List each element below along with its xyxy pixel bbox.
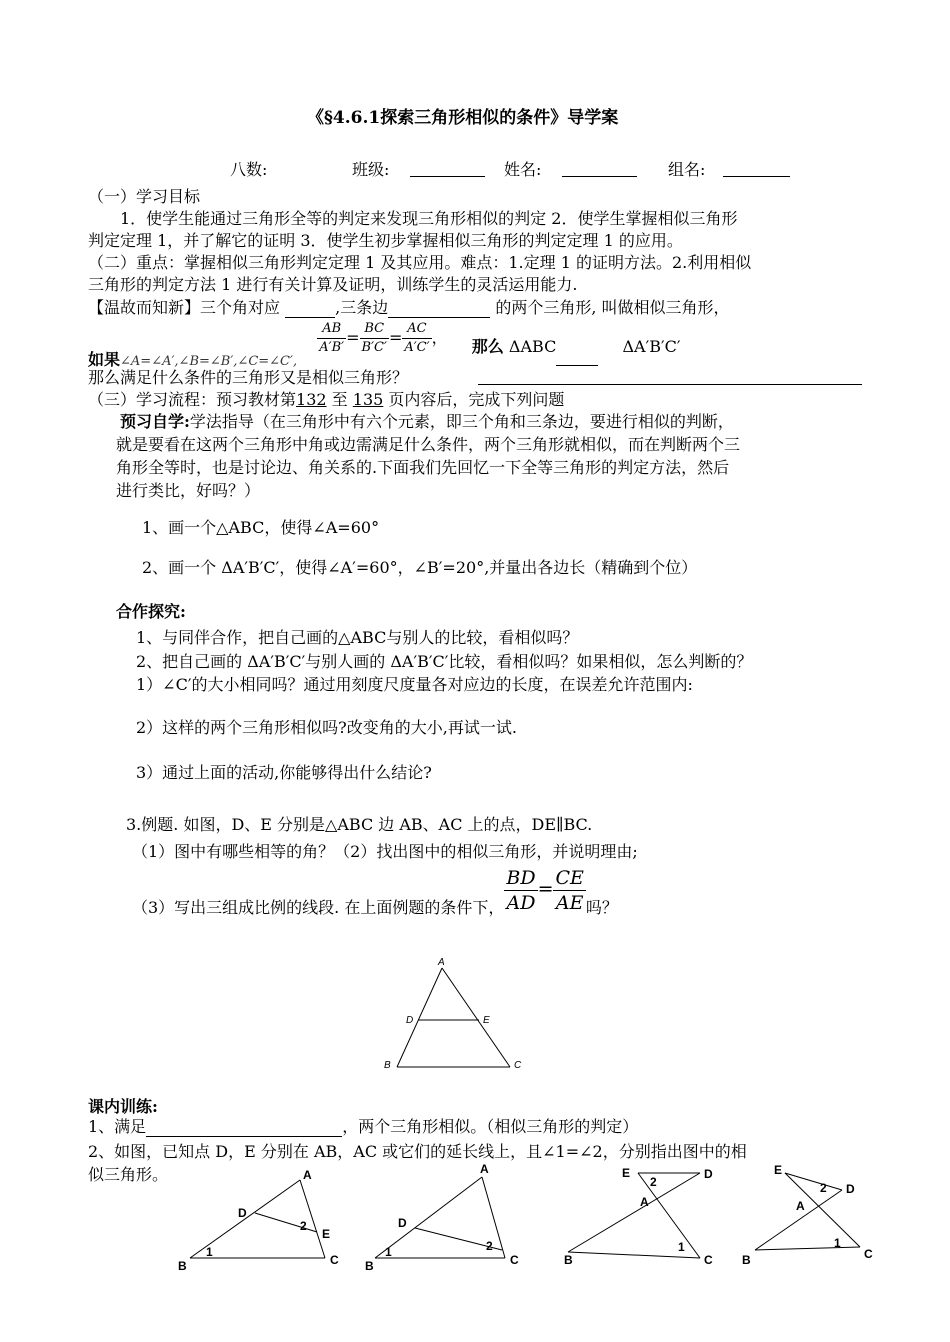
eq-sign-2: = (388, 328, 403, 347)
triangle-abc-prime: ΔA′B′C′ (622, 337, 681, 356)
example-triangle-figure (375, 950, 535, 1075)
ratio-ac-den: A′C′ (404, 340, 430, 355)
header-class-label: 班级: (352, 160, 390, 179)
fig4-angle-1: 1 (834, 1236, 841, 1250)
eq-sign-1: = (346, 328, 360, 347)
fig1-label-e: E (322, 1227, 331, 1241)
preview-line1 (120, 412, 734, 432)
if-label: 如果 (88, 350, 121, 369)
practice-q1 (88, 1117, 638, 1137)
review-blank-2[interactable] (388, 301, 490, 318)
fig1-label-d: D (238, 1206, 247, 1220)
practice-figure-2 (365, 1162, 519, 1273)
triangle-abc: ΔABC (508, 337, 557, 356)
preview-label: 预习自学: (120, 412, 190, 431)
preview-line4: 进行类比，好吗？） (116, 481, 261, 500)
ratio-bc-num: BC (360, 320, 389, 339)
fig4-angle-2: 2 (820, 1181, 827, 1195)
side-ac (442, 968, 510, 1067)
review-text-3: 的两个三角形, 叫做相似三角形， (495, 298, 730, 317)
ratio-bc (360, 320, 389, 357)
sec2-line2: 三角形的判定方法 1 进行有关计算及证明，训练学生的灵活运用能力. (88, 275, 578, 294)
preview-line2: 就是要看在这两个三角形中角或边需满足什么条件，两个三角形就相似，而在判断两个三 (116, 435, 741, 454)
sec1-line2: 判定定理 1，并了解它的证明 3．使学生初步掌握相似三角形的判定定理 1 的应用。 (88, 231, 683, 250)
sec3-line (88, 390, 564, 410)
label-e: E (483, 1015, 490, 1026)
ratio-bc-den: B′C′ (361, 340, 387, 355)
name-blank[interactable] (562, 160, 637, 177)
preview-line3: 角形全等时，也是讨论边、角关系的.下面我们先回忆一下全等三角形的判定方法，然后 (116, 458, 730, 477)
fig4-label-b: B (742, 1253, 751, 1267)
ratio-ae: AE (555, 892, 584, 914)
fig3-label-c: C (704, 1253, 713, 1267)
coop-q1: 1、与同伴合作，把自己画的△ABC与别人的比较，看相似吗？ (136, 628, 579, 647)
coop-label: 合作探究: (116, 602, 186, 621)
then-label: 那么 (471, 337, 504, 356)
fig4-label-d: D (846, 1182, 855, 1196)
sec1-heading: （一）学习目标 (88, 187, 201, 206)
practice-figure-1 (178, 1168, 339, 1273)
fig2-label-b: B (365, 1259, 374, 1273)
ratio-ce-ae (553, 866, 585, 915)
fig4-label-e: E (774, 1163, 783, 1177)
fig2-label-d: D (398, 1216, 407, 1230)
label-c: C (514, 1060, 522, 1071)
sec3-text-1: （三）学习流程：预习教材第 (88, 390, 297, 409)
fig2-label-c: C (510, 1253, 519, 1267)
fig1-angle-1: 1 (206, 1245, 213, 1259)
coop-q2a: 1）∠C′的大小相同吗？通过用刻度尺度量各对应边的长度，在误差允许范围内: (136, 675, 693, 694)
fig1-label-a: A (303, 1168, 312, 1182)
sec3-text-2: 至 (331, 390, 348, 409)
fig3-label-a: A (640, 1195, 649, 1209)
page-end: 135 (352, 390, 384, 409)
example-line3-end: 吗？ (585, 898, 618, 917)
sec1-line1: 1．使学生能通过三角形全等的判定来发现三角形相似的判定 2．使学生掌握相似三角形 (120, 209, 738, 228)
coop-q2b: 2）这样的两个三角形相似吗?改变角的大小,再试一试. (136, 718, 517, 737)
label-a: A (438, 957, 445, 968)
ratio-ac (402, 320, 431, 357)
practice-figures (170, 1160, 890, 1275)
fig3-angle-1: 1 (678, 1240, 685, 1254)
ratio-ad: AD (506, 892, 536, 914)
page-start: 132 (296, 390, 327, 409)
review-line (88, 298, 730, 318)
label-b: B (384, 1060, 391, 1071)
ratio-ab-den: A′B′ (319, 340, 345, 355)
question-answer-blank[interactable] (478, 368, 862, 385)
example-line2: （1）图中有哪些相等的角？（2）找出图中的相似三角形，并说明理由; (132, 842, 638, 861)
coop-q2c: 3）通过上面的活动,你能够得出什么结论? (136, 763, 432, 782)
example-eq: = (537, 878, 554, 900)
fig3-label-b: B (564, 1253, 573, 1267)
fig1-label-c: C (330, 1253, 339, 1267)
ratio-ab-num: AB (317, 320, 346, 339)
task-2: 2、画一个 ΔA′B′C′，使得∠A′=60°，∠B′=20°,并量出各边长（精确到个位） (142, 558, 698, 577)
angle-equalities: ∠A=∠A′,∠B=∠B′,∠C=∠C′, (120, 354, 298, 369)
practice-q1-blank[interactable] (146, 1120, 342, 1137)
class-blank[interactable] (410, 160, 485, 177)
side-ab (397, 968, 442, 1067)
header-name-label: 姓名: (504, 160, 542, 179)
practice-label: 课内训练: (88, 1097, 158, 1116)
review-label: 【温故而知新】 (88, 298, 201, 317)
fig1-label-b: B (178, 1259, 187, 1273)
group-blank[interactable] (723, 160, 790, 177)
example-line1: 3.例题. 如图，D、E 分别是△ABC 边 AB、AC 上的点，DE∥BC. (126, 815, 593, 834)
header-group-label: 组名: (668, 160, 706, 179)
review-text-2: ,三条边 (335, 298, 389, 317)
coop-q2: 2、把自己画的 ΔA′B′C′与别人画的 ΔA′B′C′比较，看相似吗？如果相似，怎么判断的？ (136, 652, 753, 671)
sec2-line1: （二）重点：掌握相似三角形判定定理 1 及其应用。难点：1.定理 1 的证明方法。2.利用相似 (88, 253, 752, 272)
practice-q1-text-1: 1、满足 (88, 1117, 147, 1136)
comma: ， (431, 328, 448, 347)
practice-figure-3 (564, 1166, 713, 1267)
ratio-bd: BD (506, 867, 536, 889)
practice-q2-line2: 似三角形。 (88, 1165, 169, 1184)
fig2-angle-2: 2 (486, 1239, 493, 1253)
header-grade: 八数: (230, 160, 268, 179)
fig4-label-c: C (864, 1247, 873, 1261)
fig2-angle-1: 1 (385, 1245, 392, 1259)
review-question: 那么满足什么条件的三角形又是相似三角形？ (88, 368, 409, 387)
fig3-label-d: D (704, 1167, 713, 1181)
fig1-angle-2: 2 (300, 1219, 307, 1233)
practice-q1-text-2: ，两个三角形相似。（相似三角形的判定） (342, 1117, 639, 1136)
ratio-ce: CE (555, 867, 584, 889)
label-d: D (406, 1015, 414, 1026)
example-line3 (132, 866, 618, 915)
fig3-label-e: E (622, 1166, 631, 1180)
example-line3-text: （3）写出三组成比例的线段. 在上面例题的条件下， (132, 898, 505, 917)
doc-title: 《§4.6.1探索三角形相似的条件》导学案 (307, 108, 619, 128)
fig4-label-a: A (796, 1199, 805, 1213)
relation-blank[interactable] (556, 349, 598, 366)
review-blank-1[interactable] (285, 301, 335, 318)
practice-figure-4 (742, 1163, 873, 1267)
practice-q2-line1: 2、如图，已知点 D，E 分别在 AB，AC 或它们的延长线上，且∠1=∠2，分别指出图中的相 (88, 1142, 747, 1161)
preview-text-1: 学法指导（在三角形中有六个元素，即三个角和三条边，要进行相似的判断， (189, 412, 734, 431)
fig3-angle-2: 2 (650, 1175, 657, 1189)
ratio-bd-ad (504, 866, 537, 915)
fig2-label-a: A (480, 1162, 489, 1176)
review-text-1: 三个角对应 (200, 298, 281, 317)
sec3-text-3: 页内容后，完成下列问题 (388, 390, 565, 409)
task-1: 1、画一个△ABC，使得∠A=60° (142, 518, 380, 537)
ratio-ab (317, 320, 346, 357)
ratio-ac-num: AC (402, 320, 431, 339)
